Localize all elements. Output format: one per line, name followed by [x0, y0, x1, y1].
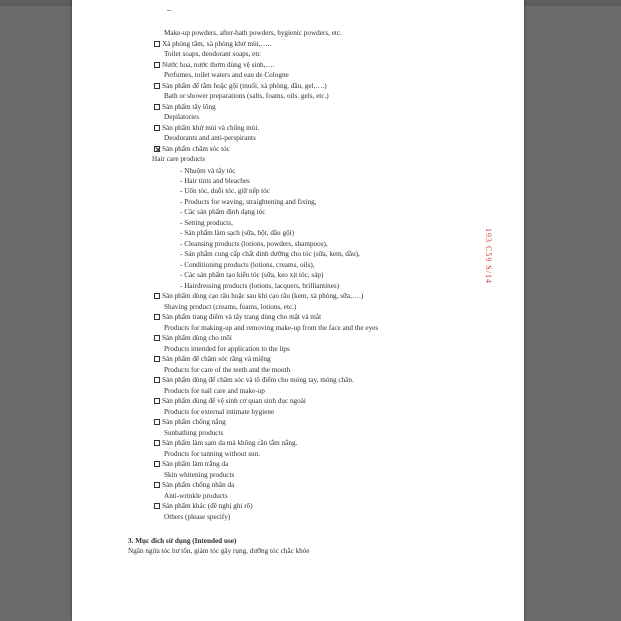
checkbox-item	[154, 354, 271, 364]
line-text: Ngăn ngừa tóc hư tổn, giảm tóc gãy rụng, dưỡng tóc chắc khỏe	[128, 547, 310, 555]
checkbox-item	[154, 60, 274, 70]
line-text: 3. Mục đích sử dụng (Intended use)	[128, 537, 237, 545]
line-text: - Cleansing products (lotions, powders, shampoos),	[180, 240, 328, 248]
text-line	[180, 218, 233, 228]
line-text: Products for nail care and make-up	[164, 387, 265, 395]
checkbox-item	[154, 480, 234, 490]
line-text: Products for making-up and removing make-up from the face and the eyes	[164, 324, 379, 332]
line-text: Others (please specify)	[164, 513, 231, 521]
text-line	[180, 260, 315, 270]
line-text: Sản phẩm làm trắng da	[162, 460, 229, 468]
text-line	[164, 112, 199, 122]
checkbox-icon	[154, 461, 160, 467]
text-line	[180, 197, 317, 207]
checkbox-item	[154, 291, 363, 301]
text-line	[180, 228, 294, 238]
checked-checkbox-icon	[154, 146, 160, 152]
page-mark	[167, 10, 171, 11]
document-page	[72, 0, 524, 621]
checkbox-icon	[154, 377, 160, 383]
text-line	[164, 323, 378, 333]
text-line	[164, 512, 230, 522]
checkbox-item	[154, 123, 259, 133]
text-line	[164, 49, 261, 59]
line-text: Products intended for application to the lips	[164, 345, 290, 353]
line-text: Toilet soaps, deodorant soaps, etc	[164, 50, 261, 58]
text-line	[164, 470, 234, 480]
line-text: - Các sản phẩm định dạng tóc	[180, 208, 266, 216]
stamp-number: 193 C59 S/14	[484, 228, 493, 285]
line-text: Sản phẩm làm sạm da mà không cần tắm nắng.	[162, 439, 298, 447]
line-text: Skin whitening products	[164, 471, 235, 479]
line-text: - Hairdressing products (lotions, lacquers, brilliantines)	[180, 282, 340, 290]
text-line	[164, 70, 289, 80]
checkbox-item	[154, 396, 306, 406]
line-text: Sản phẩm để chăm sóc răng và miệng	[162, 355, 271, 363]
checkbox-icon	[154, 104, 160, 110]
line-text: - Uốn tóc, duỗi tóc, giữ nếp tóc	[180, 187, 270, 195]
section-heading	[128, 536, 236, 546]
line-text: Products for care of the teeth and the mouth	[164, 366, 291, 374]
text-line	[164, 133, 256, 143]
line-text: - Sản phẩm cung cấp chất dinh dưỡng cho tóc (sữa, kem, dầu),	[180, 250, 360, 258]
checkbox-item	[154, 459, 228, 469]
line-text: - Sản phẩm làm sạch (sữa, bột, dầu gội)	[180, 229, 295, 237]
text-line	[180, 281, 339, 291]
text-line	[164, 491, 228, 501]
line-text: Shaving product (creams, foams, lotions, etc.)	[164, 303, 297, 311]
line-text: Sản phẩm chăm sóc tóc	[162, 145, 230, 153]
checkbox-item	[154, 312, 321, 322]
text-line	[180, 270, 323, 280]
checkbox-icon	[154, 356, 160, 362]
line-text: Sản phẩm khử mùi và chống mùi.	[162, 124, 260, 132]
line-text: Xà phòng tắm, xà phòng khử mùi,…..	[162, 40, 272, 48]
line-text: Sản phẩm để tắm hoặc gội (muối, xà phòng, dầu, gel,….)	[162, 82, 327, 90]
text-line	[164, 365, 290, 375]
line-text: Sản phẩm dùng cạo râu hoặc sau khi cạo râu (kem, xà phòng, sữa,….)	[162, 292, 364, 300]
checkbox-icon	[154, 440, 160, 446]
line-text: Anti-wrinkle products	[164, 492, 228, 500]
line-text: - Setting products,	[180, 219, 233, 227]
text-line	[180, 249, 360, 259]
line-text: Products for external intimate hygiene	[164, 408, 275, 416]
checkbox-item	[154, 501, 253, 511]
checkbox-icon	[154, 125, 160, 131]
line-text: Deodorants and anti-perspirants	[164, 134, 256, 142]
checkbox-icon	[154, 335, 160, 341]
line-text: Hair care products	[152, 155, 206, 163]
text-line	[180, 176, 250, 186]
checkbox-icon	[154, 482, 160, 488]
checkbox-item	[154, 438, 297, 448]
line-text: Sản phẩm tẩy lông	[162, 103, 216, 111]
line-text: Sản phẩm trang điểm và tẩy trang dùng cho mặt và mắt	[162, 313, 322, 321]
checkbox-icon	[154, 41, 160, 47]
checkbox-item	[154, 102, 216, 112]
checkbox-item	[154, 417, 226, 427]
text-line	[164, 28, 342, 38]
line-text: - Các sản phẩm tạo kiểu tóc (sữa, keo xịt tóc, sáp)	[180, 271, 324, 279]
text-line	[180, 239, 328, 249]
line-text: Bath or shower preparations (salts, foams, oils. gels, etc.)	[164, 92, 329, 100]
checkbox-icon	[154, 62, 160, 68]
line-text: Sunbathing products	[164, 429, 224, 437]
line-text: - Nhuộm và tẩy tóc	[180, 167, 236, 175]
text-line	[164, 386, 265, 396]
line-text: Sản phẩm chống nhăn da	[162, 481, 235, 489]
line-text: Depilatories	[164, 113, 200, 121]
text-line	[180, 207, 265, 217]
text-line	[180, 186, 270, 196]
line-text: Sản phẩm dùng cho môi	[162, 334, 232, 342]
checkbox-item	[154, 81, 327, 91]
line-text: Products for tanning without sun.	[164, 450, 261, 458]
text-line	[164, 449, 260, 459]
line-text: Perfumes, toilet waters and eau de Cologne	[164, 71, 289, 79]
text-line	[164, 428, 223, 438]
checkbox-item	[154, 333, 232, 343]
checkbox-icon	[154, 293, 160, 299]
line-text: Sản phẩm khác (đề nghị ghi rõ)	[162, 502, 253, 510]
line-text: - Hair tints and bleaches	[180, 177, 250, 185]
checkbox-icon	[154, 314, 160, 320]
text-line	[180, 166, 236, 176]
text-line	[164, 344, 290, 354]
text-line	[152, 154, 205, 164]
text-line	[164, 91, 329, 101]
checkbox-item	[154, 144, 230, 154]
text-line	[164, 407, 274, 417]
checkbox-icon	[154, 503, 160, 509]
line-text: Nước hoa, nước thơm dùng vệ sinh,….	[162, 61, 275, 69]
line-text: Sản phẩm chống nắng	[162, 418, 226, 426]
line-text: Sản phẩm dùng để chăm sóc và tô điểm cho móng tay, móng chân.	[162, 376, 354, 384]
line-text: Sản phẩm dùng để vệ sinh cơ quan sinh dục ngoài	[162, 397, 306, 405]
checkbox-item	[154, 375, 354, 385]
checkbox-item	[154, 39, 271, 49]
checkbox-icon	[154, 83, 160, 89]
text-line	[164, 302, 296, 312]
line-text: Make-up powders, after-bath powders, hygienic powders, etc.	[164, 29, 342, 37]
text-line	[128, 546, 310, 556]
line-text: - Products for waving, straightening and fixing,	[180, 198, 317, 206]
checkbox-icon	[154, 419, 160, 425]
checkbox-icon	[154, 398, 160, 404]
line-text: - Conditioning products (lotions, creams, oils),	[180, 261, 315, 269]
